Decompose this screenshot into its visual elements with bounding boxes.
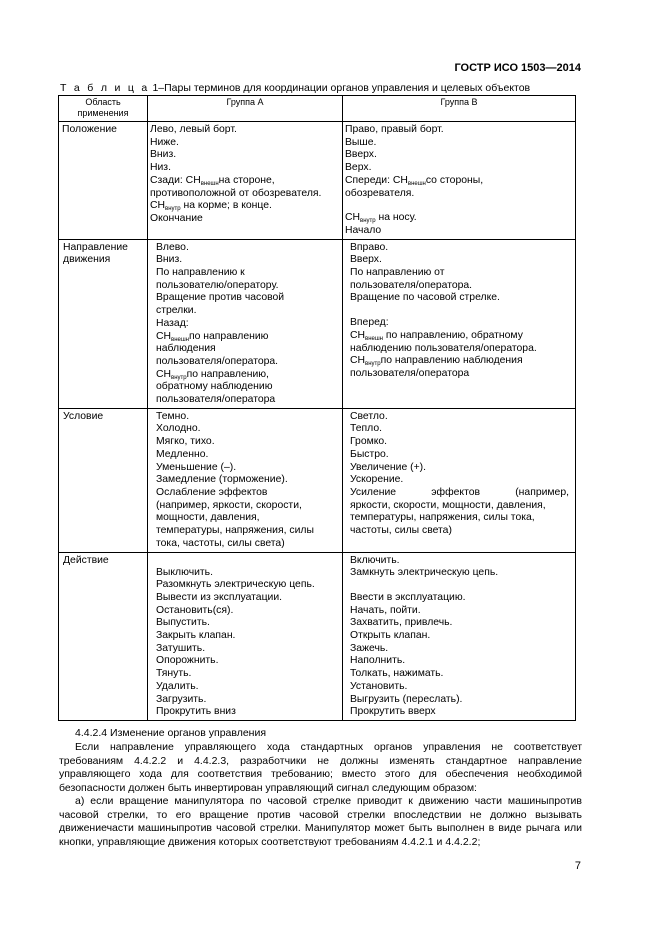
row-label: Условие bbox=[63, 410, 104, 422]
cell-line: Замкнуть электрическую цепь. bbox=[350, 567, 499, 579]
cell-line: Ослабление эффектов bbox=[156, 486, 268, 498]
column-header-group-b: Группа В bbox=[343, 96, 576, 122]
group-a-cell bbox=[148, 239, 343, 408]
cell-line: Зажечь. bbox=[350, 642, 389, 654]
cell-line: Начало bbox=[345, 224, 382, 236]
cell-line: Замедление (торможение). bbox=[156, 474, 288, 486]
row-label: Направление движения bbox=[63, 241, 128, 266]
section-heading: 4.4.2.4 Изменение органов управления bbox=[75, 727, 267, 739]
cell-line: Тянуть. bbox=[156, 668, 192, 680]
cell-line: тока, частоты, силы света) bbox=[156, 537, 285, 549]
cell-line: Вращение против часовой bbox=[156, 292, 285, 304]
cell-line: наблюдения bbox=[156, 343, 216, 355]
cell-line: Верх. bbox=[345, 162, 372, 174]
document-header: ГОСТР ИСО 1503—2014 bbox=[454, 62, 581, 74]
group-b-cell bbox=[343, 552, 576, 720]
cell-line: противоположной от обозревателя. bbox=[150, 187, 322, 199]
cell-line: $СН_{внутр}$ на носу. bbox=[345, 212, 417, 225]
group-b-lines bbox=[343, 122, 575, 239]
cell-line: Вверх. bbox=[345, 149, 377, 161]
cell-line: температуры, напряжения, силы bbox=[156, 525, 314, 537]
group-b-cell bbox=[343, 239, 576, 408]
cell-line: Уменьшение (–). bbox=[156, 461, 237, 473]
cell-line: Холодно. bbox=[156, 423, 201, 435]
cell-line: Право, правый борт. bbox=[345, 124, 444, 135]
group-a-cell bbox=[148, 408, 343, 552]
cell-line: Вправо. bbox=[350, 241, 389, 253]
cell-line: Мягко, тихо. bbox=[156, 436, 215, 448]
cell-line: Прокрутить вниз bbox=[156, 706, 236, 718]
cell-line: Наполнить. bbox=[350, 655, 406, 667]
cell-line bbox=[345, 305, 573, 317]
cell-line: Затушить. bbox=[156, 642, 206, 654]
cell-line: Выпустить. bbox=[156, 617, 210, 629]
page-number: 7 bbox=[574, 860, 581, 872]
cell-line: $СН_{внутр}по$ направлению, bbox=[156, 368, 269, 381]
cell-line: пользователю/оператору. bbox=[156, 279, 279, 291]
group-a-cell bbox=[148, 552, 343, 720]
cell-line: Темно. bbox=[156, 410, 190, 422]
cell-line: Выше. bbox=[345, 136, 377, 148]
cell-line: Начать, пойти. bbox=[350, 604, 421, 616]
column-header-area: Область применения bbox=[59, 96, 148, 122]
cell-line: Выключить. bbox=[156, 566, 213, 578]
cell-line: Открыть клапан. bbox=[350, 630, 431, 642]
cell-line: Тепло. bbox=[350, 423, 383, 435]
cell-line: пользователя/оператора bbox=[156, 394, 276, 406]
cell-line: Ниже. bbox=[150, 136, 179, 148]
group-b-cell bbox=[343, 122, 576, 240]
cell-line: Выгрузить (переслать). bbox=[350, 693, 463, 705]
cell-line: Удалить. bbox=[156, 680, 199, 692]
cell-line: Усиление эффектов (например, bbox=[350, 486, 569, 498]
cell-line: температуры, напряжения, силы тока, bbox=[350, 512, 535, 524]
terms-table bbox=[58, 95, 576, 721]
cell-line: Вывести из эксплуатации. bbox=[156, 591, 283, 603]
group-b-lines bbox=[343, 409, 575, 539]
table-row bbox=[59, 408, 576, 552]
table-caption bbox=[60, 82, 530, 95]
cell-line: яркости, скорости, мощности, давления, bbox=[350, 499, 546, 511]
cell-line: Закрыть клапан. bbox=[156, 630, 236, 642]
cell-line bbox=[345, 200, 573, 212]
row-label-cell bbox=[59, 122, 148, 240]
cell-line: Остановить(ся). bbox=[156, 604, 234, 616]
cell-line: $СН_{внешн}по$ направлению bbox=[156, 330, 269, 343]
column-header-group-a: Группа А bbox=[148, 96, 343, 122]
cell-line: Вверх. bbox=[350, 254, 382, 266]
cell-line: пользователя/оператора bbox=[350, 367, 470, 379]
caption-text: 1–Пары терминов для координации органов управления и целевых объектов bbox=[149, 82, 531, 94]
cell-line: Быстро. bbox=[350, 448, 389, 460]
row-label: Положение bbox=[62, 124, 117, 135]
cell-line: обозревателя. bbox=[345, 187, 415, 199]
paragraph: а) если вращение манипулятора по часовой стрелке приводит к движению части машиныпротив часовой стрелки, то его вращение против часовой стрелки впоследствии не должно вызывать движениечасти машиныпротив часовой стрелки. Манипулятор может быть выполнен в виде рычага или кнопки, управляющие движения которых соответствуют требованиям 4.4.2.1 и 4.4.2.2; bbox=[59, 795, 582, 848]
cell-line: Вниз. bbox=[156, 254, 183, 266]
group-a-cell bbox=[148, 122, 343, 240]
group-b-lines bbox=[343, 553, 575, 720]
cell-line: Опорожнить. bbox=[156, 655, 219, 667]
cell-line: Толкать, нажимать. bbox=[350, 668, 444, 680]
group-a-lines bbox=[148, 553, 342, 720]
cell-line: Установить. bbox=[350, 680, 408, 692]
group-b-cell bbox=[343, 408, 576, 552]
cell-line: Влево. bbox=[156, 241, 189, 253]
cell-line: Захватить, привлечь. bbox=[350, 617, 453, 629]
cell-line: мощности, давления, bbox=[156, 512, 260, 524]
cell-line: По направлению к bbox=[156, 267, 245, 279]
cell-line: Светло. bbox=[350, 410, 388, 422]
table-header-row bbox=[59, 96, 576, 122]
table-row bbox=[59, 239, 576, 408]
cell-line: Лево, левый борт. bbox=[150, 124, 237, 135]
row-label-cell bbox=[59, 408, 148, 552]
cell-line: Низ. bbox=[150, 162, 171, 174]
cell-line: обратному наблюдению bbox=[156, 381, 273, 393]
cell-line: наблюдению пользователя/оператора. bbox=[350, 342, 537, 354]
group-b-lines bbox=[343, 240, 575, 382]
table-row bbox=[59, 552, 576, 720]
cell-line: Разомкнуть электрическую цепь. bbox=[156, 579, 315, 591]
cell-line bbox=[150, 555, 340, 567]
paragraph: Если направление управляющего хода стандартных органов управления не соответствует требованиям 4.4.2.2 и 4.4.2.3, разработчики не должны изменять стандартное направление управляющего хода для соответствия требованию; вместо этого для обеспечения необходимой безопасности должен быть инвертирован управляющий сигнал следующим образом: bbox=[59, 741, 582, 794]
cell-line bbox=[345, 580, 573, 592]
cell-line: пользователя/оператора. bbox=[350, 279, 473, 291]
cell-line: Вращение по часовой стрелке. bbox=[350, 292, 500, 304]
cell-line: Сзади: $СН_{внешн}на$ стороне, bbox=[150, 174, 275, 187]
cell-line: Вперед: bbox=[350, 317, 389, 329]
cell-line: Ввести в эксплуатацию. bbox=[350, 591, 466, 603]
group-a-lines bbox=[148, 240, 342, 408]
cell-line: $СН_{внутр}по$ направлению наблюдения bbox=[350, 355, 523, 368]
cell-line: Медленно. bbox=[156, 448, 209, 460]
cell-line: Назад: bbox=[156, 317, 189, 329]
cell-line: Окончание bbox=[150, 212, 203, 224]
cell-line: Ускорение. bbox=[350, 474, 404, 486]
table-row bbox=[59, 122, 576, 240]
cell-line: Включить. bbox=[350, 554, 400, 566]
caption-prefix: Т а б л и ц а bbox=[60, 82, 150, 94]
cell-line: По направлению от bbox=[350, 267, 445, 279]
cell-line: $СН_{внутр}$ на корме; в конце. bbox=[150, 200, 272, 213]
cell-line: пользователя/оператора. bbox=[156, 355, 279, 367]
group-a-lines bbox=[148, 409, 342, 552]
row-label: Действие bbox=[63, 554, 109, 566]
row-label-cell bbox=[59, 552, 148, 720]
cell-line: Громко. bbox=[350, 436, 388, 448]
cell-line: частоты, силы света) bbox=[350, 525, 452, 537]
group-a-lines bbox=[148, 122, 342, 227]
cell-line: Увеличение (+). bbox=[350, 461, 426, 473]
cell-line: Вниз. bbox=[150, 149, 177, 161]
cell-line: Загрузить. bbox=[156, 693, 207, 705]
row-label-cell bbox=[59, 239, 148, 408]
cell-line: $СН_{внешн}$ по направлению, обратному bbox=[350, 329, 523, 342]
cell-line: Спереди: $СН_{внешн}со$ стороны, bbox=[345, 174, 484, 187]
cell-line: (например, яркости, скорости, bbox=[156, 499, 302, 511]
cell-line: стрелки. bbox=[156, 305, 197, 317]
cell-line: Прокрутить вверх bbox=[350, 706, 436, 718]
